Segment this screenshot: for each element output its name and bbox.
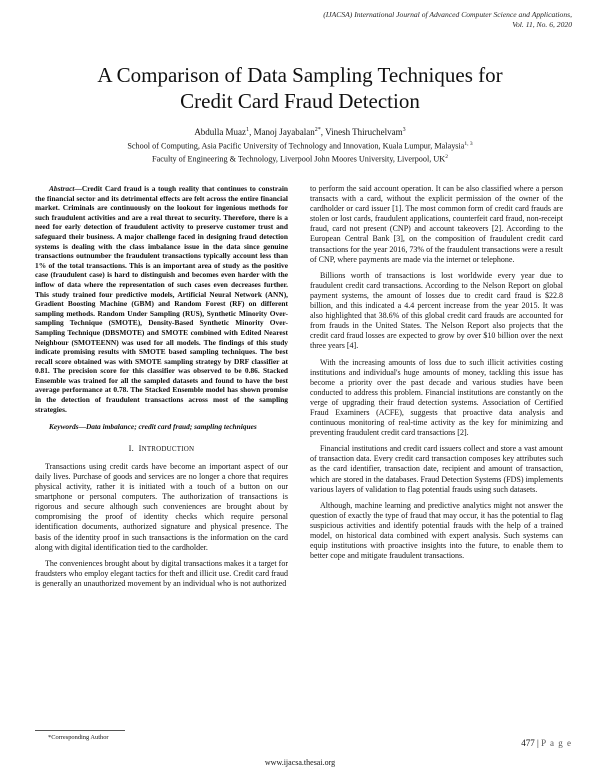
right-paragraph-3: With the increasing amounts of loss due to such illicit activities costing institutions and individual's huge amounts of money, tackling this issue has become a priority over the past decade and various studies have been conducted to address this problem. Financial institutions are constantly on the verge of upgrading their fraud detection systems. Association of Certified Fraud Examiners (ACFE), suggests that proactive data analysis and continuous monitoring of real-time activity as the key for minimizing and preventing fraudulent credit card transactions [2]. xyxy=(310,357,563,438)
right-column xyxy=(310,184,563,567)
author-2-sup: 2* xyxy=(314,127,321,133)
section-title-cap: I xyxy=(138,443,142,453)
author-3: Vinesh Thiruchelvam xyxy=(325,127,403,137)
abstract xyxy=(35,184,288,414)
journal-header xyxy=(212,10,572,30)
right-paragraph-5: Although, machine learning and predictive analytics might not answer the question of exactly the type of fraud that may occur, it has the potential to flag suspicious activities and identify potential frauds with the help of a trained model, on historical data combined with expert analysis. Such systems can equip institutions with proactive insights into the future, to enable them to better cope and mitigate fraudulent transactions. xyxy=(310,500,563,561)
footnote-divider xyxy=(35,730,125,731)
affiliation-1-text: School of Computing, Asia Pacific University of Technology and Innovation, Kuala Lumpur, Malaysia xyxy=(127,141,465,151)
footnote-corresponding-author: *Corresponding Author xyxy=(48,734,109,741)
author-1-sup: 1 xyxy=(246,127,250,133)
affiliations xyxy=(30,139,570,164)
right-paragraph-4: Financial institutions and credit card issuers collect and store a vast amount of transaction data. Every credit card transaction composes key attributes such as the card identifier, transaction date, recipient and amount of transaction, which are stored in the databases. Fraud Detection Systems (FDS) implements various layers of validation to flag potential frauds using such datasets. xyxy=(310,444,563,494)
author-2: Manoj Jayabalan xyxy=(253,127,315,137)
author-3-sup: 3 xyxy=(402,127,406,133)
section-heading-introduction xyxy=(35,443,288,455)
affiliation-2-text: Faculty of Engineering & Technology, Liverpool John Moores University, Liverpool, UK xyxy=(152,154,446,164)
abstract-lead: Abstract— xyxy=(49,184,82,193)
page-number-block xyxy=(521,738,572,749)
intro-paragraph-2: The conveniences brought about by digital transactions makes it a target for fraudsters who employ elegant tactics for theft and illicit use. Credit card fraud is generally an unauthorized movement by an individual who is not authorized xyxy=(35,558,288,588)
affiliation-1 xyxy=(30,139,570,152)
journal-volume: Vol. 11, No. 6, 2020 xyxy=(512,20,572,29)
affiliation-2 xyxy=(30,152,570,165)
right-paragraph-1: to perform the said account operation. It can be also classified where a person transacts with a card, without the explicit permission of the owner of the cardholder or card issuer [1]. The most common form of credit card frauds are stolen or lost cards, fraudulent applications, counterfeit card fraud, non-receipt fraud, card not present (CNP) and account takeovers [2]. According to the European Central Bank [3], on the composition of fraudulent credit card transactions for the year 2016, 73% of the fraudulent transactions were a result of CNP, where payments are made via the internet or telephone. xyxy=(310,184,563,264)
title-line-1: A Comparison of Data Sampling Techniques for xyxy=(97,63,503,87)
keywords: Keywords—Data imbalance; credit card fraud; sampling techniques xyxy=(49,422,257,432)
paper-title xyxy=(40,62,560,114)
right-paragraph-2: Billions worth of transactions is lost worldwide every year due to fraudulent credit card transactions. According to the Nelson Report on global payment systems, the amount of losses due to credit card fraud is $22.8 billion, and this indicated a 4.4 percent increase from the year 2015. It was also highlighted that 38.6% of this global credit card frauds are accounted for from frauds in the United States. The Nelson Report also projects that the credit card fraud losses are expected to grow by over $10 billion over the next three years [4]. xyxy=(310,270,563,351)
affiliation-1-sup: 1, 3 xyxy=(464,141,473,147)
footer-url: www.ijacsa.thesai.org xyxy=(264,758,336,767)
page-separator: | xyxy=(537,738,539,748)
title-line-2: Credit Card Fraud Detection xyxy=(180,89,420,113)
author-1: Abdulla Muaz xyxy=(194,127,247,137)
abstract-text: Credit Card fraud is a tough reality that continues to constrain the financial sector and its detrimental effects are felt across the entire financial market. Criminals are continuously on the lookout for ingenious methods for such fraudulent activities and are a real threat to security. Therefore, there is a need for early detection of fraudulent activity to preserve customer trust and safeguard their business. A major challenge faced in designing fraud detection systems is dealing with the class imbalance issue in the data since genuine transactions outnumber the fraudulent transactions typically account less than 1% of the total transactions. This is an important area of study as the positive case (fraudulent case) is hard to distinguish and becomes even harder with the inflow of data where the representation of such cases even decreases further. This study trained four predictive models, Artificial Neural Network (ANN), Gradient Boosting Machine (GBM) and Random Forest (RF) on different sampling methods. Random Under Sampling (RUS), Synthetic Minority Over-sampling Technique (SMOTE), Density-Based Synthetic Minority Over-Sampling Technique (DBSMOTE) and SMOTE combined with Edited Nearest Neighbour (SMOTEENN) was used for all models. The findings of this study indicate promising results with SMOTE based sampling techniques. The best recall score obtained was with SMOTE sampling strategy by DRF classifier at 0.81. The precision score for this classifier was observed to be 0.86. Stacked Ensemble was trained for all the sampled datasets and found to have the best average performance at 0.78. The Stacked Ensemble model has shown promise in the detection of fraudulent transactions across most of the sampling strategies. xyxy=(35,184,288,414)
section-title-rest: NTRODUCTION xyxy=(141,444,195,453)
page-label: P a g e xyxy=(541,738,572,748)
journal-name: (IJACSA) International Journal of Advanced Computer Science and Applications, xyxy=(323,10,572,19)
affiliation-2-sup: 2 xyxy=(445,153,448,160)
page-number: 477 xyxy=(521,738,535,748)
intro-paragraph-1: Transactions using credit cards have become an important aspect of our daily lives. Purchase of goods and services are no longer a chore that requires physical activity, rather it is initiated with a touch of a button on our smartphone or personal computers. The authorization of transactions is rigorous and secure although such conveniences are brought about by compromising the proof of identity checks which require personal identification documents, authorized signature and physical presence. The basis of the identity proof in such transactions is the information on the card along with digital identification tied to the cardholder. xyxy=(35,461,288,552)
left-column xyxy=(35,184,288,595)
section-numeral: I. xyxy=(128,443,134,453)
author-list: Abdulla Muaz$^1$, Manoj Jayabalan$^{2*}$, Vinesh Thiruchelvam$^3$ xyxy=(194,127,406,137)
